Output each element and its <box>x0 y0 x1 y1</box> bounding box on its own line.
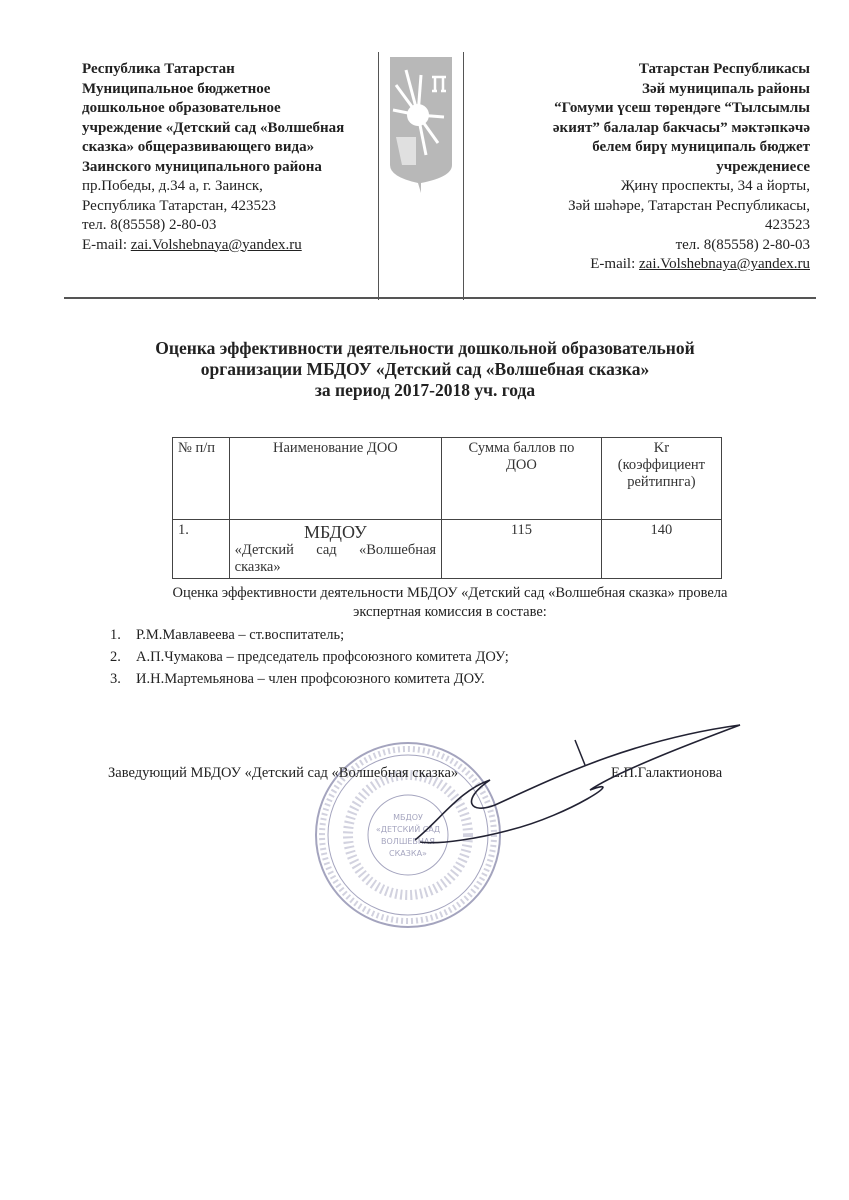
phone-line: тел. 8(85558) 2-80-03 <box>675 236 810 253</box>
name-main: МБДОУ <box>304 522 367 542</box>
table-row <box>173 520 722 579</box>
header-divider <box>64 297 816 299</box>
email-label: E-mail: <box>590 256 640 272</box>
email-link[interactable]: zai.Volshebnaya@yandex.ru <box>130 236 302 253</box>
document-title <box>60 338 790 401</box>
org-line: дошкольное образовательное <box>82 100 281 116</box>
org-line: әкият” балалар бакчасы” мәктәпкәчә <box>552 119 810 136</box>
list-item <box>110 624 509 646</box>
signatory-name: Е.П.Галактионова <box>611 765 723 781</box>
org-line: Республика Татарстан <box>82 61 235 77</box>
stamp-text: «ДЕТСКИЙ САД <box>375 825 441 834</box>
list-item <box>110 646 509 668</box>
handwritten-signature-icon <box>400 720 780 860</box>
header-cell: № п/п <box>173 438 230 520</box>
rating-table <box>172 437 722 579</box>
divider <box>378 52 379 300</box>
org-line: белем бирү муниципаль бюджет <box>592 139 810 155</box>
org-line: учреждение «Детский сад «Волшебная <box>82 119 345 136</box>
org-line: Татарстан Республикасы <box>638 61 810 77</box>
name-sub: «Детский сад «Волшебная сказка» <box>234 542 437 575</box>
signatory-position: Заведующий МБДОУ «Детский сад «Волшебная сказка» <box>108 765 459 781</box>
coat-of-arms-icon <box>388 55 454 195</box>
list-item <box>110 668 509 690</box>
stamp-text: СКАЗКА» <box>389 849 427 858</box>
header-cell: Сумма баллов по ДОО <box>442 438 602 520</box>
row-score: 115 <box>442 520 602 579</box>
item-number: 3. <box>110 671 121 687</box>
header-right-block <box>468 60 810 275</box>
address-line: Җинү проспекты, 34 а йорты, <box>620 178 810 194</box>
paragraph-line: Оценка эффективности деятельности МБДОУ «Детский сад «Волшебная сказка» провела <box>172 585 728 601</box>
commission-list <box>110 624 509 690</box>
paragraph-line: экспертная комиссия в составе: <box>353 604 547 620</box>
divider <box>463 52 464 300</box>
stamp-text: ВОЛШЕБНАЯ <box>381 837 435 846</box>
header-left-block <box>82 60 382 255</box>
org-line: Заинского муниципального района <box>82 158 322 175</box>
org-line: сказка» общеразвивающего вида» <box>82 139 315 155</box>
header-cell: Kr (коэффициент рейтипнга) <box>601 438 721 520</box>
email-line <box>82 236 382 256</box>
address-line: 423523 <box>765 217 810 233</box>
row-name <box>229 520 441 579</box>
row-number: 1. <box>173 520 230 579</box>
item-number: 1. <box>110 627 121 643</box>
org-line: “Гомуми үсеш төрендәге “Тылсымлы <box>554 100 810 116</box>
email-link[interactable]: zai.Volshebnaya@yandex.ru <box>639 256 810 272</box>
table-header-row <box>173 438 722 520</box>
header-cell: Наименование ДОО <box>229 438 441 520</box>
address-line: пр.Победы, д.34 а, г. Заинск, <box>82 178 263 194</box>
email-label: E-mail: <box>82 236 131 253</box>
commission-paragraph <box>100 584 800 622</box>
org-line: Муниципальное бюджетное <box>82 80 271 97</box>
phone-line: тел. 8(85558) 2-80-03 <box>82 217 217 233</box>
org-line: Зәй муниципаль районы <box>642 80 810 97</box>
item-text: А.П.Чумакова – председатель профсоюзного комитета ДОУ; <box>136 649 509 665</box>
address-line: Зәй шәһәре, Татарстан Республикасы, <box>568 197 810 214</box>
item-text: Р.М.Мавлавеева – ст.воспитатель; <box>136 627 345 643</box>
email-line <box>468 255 810 275</box>
address-line: Республика Татарстан, 423523 <box>82 197 276 214</box>
org-line: учреждениесе <box>716 158 810 175</box>
title-line: Оценка эффективности деятельности дошкольной образовательной <box>155 338 695 358</box>
row-kr: 140 <box>601 520 721 579</box>
title-line: организации МБДОУ «Детский сад «Волшебная сказка» <box>200 359 650 379</box>
item-text: И.Н.Мартемьянова – член профсоюзного комитета ДОУ. <box>136 671 485 687</box>
item-number: 2. <box>110 649 121 665</box>
title-line: за период 2017-2018 уч. года <box>314 380 536 400</box>
stamp-text: МБДОУ <box>393 813 423 822</box>
